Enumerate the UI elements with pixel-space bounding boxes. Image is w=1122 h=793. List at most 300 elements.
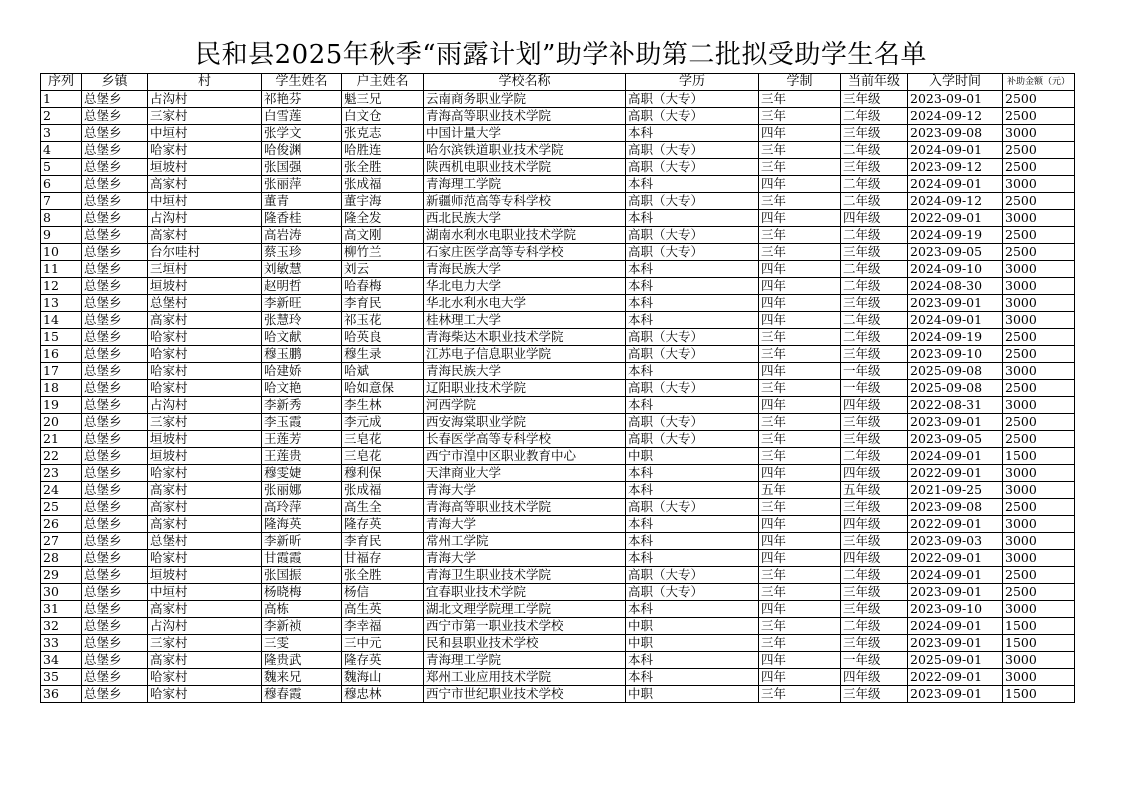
cell-enrollment-date: 2024-09-19: [908, 329, 1003, 346]
cell-enrollment-date: 2023-09-01: [908, 91, 1003, 108]
cell-index: 16: [41, 346, 82, 363]
cell-subsidy-amount: 3000: [1003, 550, 1075, 567]
cell-enrollment-date: 2021-09-25: [908, 482, 1003, 499]
cell-householder-name: 隆存英: [342, 652, 424, 669]
cell-school-name: 河西学院: [424, 397, 626, 414]
cell-township: 总堡乡: [82, 278, 148, 295]
cell-index: 30: [41, 584, 82, 601]
cell-student-name: 魏来兄: [262, 669, 342, 686]
cell-village: 台尔哇村: [148, 244, 262, 261]
cell-subsidy-amount: 3000: [1003, 516, 1075, 533]
cell-index: 29: [41, 567, 82, 584]
cell-index: 25: [41, 499, 82, 516]
cell-householder-name: 穆忠林: [342, 686, 424, 703]
cell-education-level: 中职: [626, 635, 759, 652]
cell-education-level: 本科: [626, 669, 759, 686]
cell-program-length: 三年: [759, 618, 841, 635]
cell-education-level: 中职: [626, 618, 759, 635]
cell-enrollment-date: 2023-09-10: [908, 346, 1003, 363]
cell-village: 高家村: [148, 312, 262, 329]
cell-village: 高家村: [148, 176, 262, 193]
cell-education-level: 本科: [626, 363, 759, 380]
cell-school-name: 湖南水利水电职业技术学院: [424, 227, 626, 244]
cell-enrollment-date: 2024-09-19: [908, 227, 1003, 244]
cell-index: 2: [41, 108, 82, 125]
cell-school-name: 青海民族大学: [424, 363, 626, 380]
cell-program-length: 四年: [759, 533, 841, 550]
cell-index: 5: [41, 159, 82, 176]
cell-school-name: 青海大学: [424, 482, 626, 499]
cell-current-grade: 三年级: [841, 499, 908, 516]
cell-current-grade: 三年级: [841, 125, 908, 142]
cell-village: 三家村: [148, 635, 262, 652]
document-title: 民和县2025年秋季“雨露计划”助学补助第二批拟受助学生名单: [195, 40, 927, 70]
cell-index: 31: [41, 601, 82, 618]
cell-program-length: 四年: [759, 312, 841, 329]
cell-program-length: 四年: [759, 397, 841, 414]
cell-enrollment-date: 2024-09-01: [908, 312, 1003, 329]
cell-village: 哈家村: [148, 329, 262, 346]
cell-education-level: 本科: [626, 533, 759, 550]
cell-program-length: 三年: [759, 244, 841, 261]
cell-index: 9: [41, 227, 82, 244]
cell-enrollment-date: 2024-09-01: [908, 176, 1003, 193]
cell-subsidy-amount: 2500: [1003, 142, 1075, 159]
table-row: [41, 618, 1075, 635]
table-row: [41, 193, 1075, 210]
cell-school-name: 西宁市湟中区职业教育中心: [424, 448, 626, 465]
cell-current-grade: 三年级: [841, 431, 908, 448]
cell-householder-name: 刘云: [342, 261, 424, 278]
cell-school-name: 华北水利水电大学: [424, 295, 626, 312]
cell-village: 高家村: [148, 601, 262, 618]
cell-education-level: 高职（大专）: [626, 567, 759, 584]
cell-index: 3: [41, 125, 82, 142]
cell-program-length: 三年: [759, 227, 841, 244]
cell-student-name: 白雪莲: [262, 108, 342, 125]
cell-householder-name: 祁玉花: [342, 312, 424, 329]
table-row: [41, 261, 1075, 278]
cell-enrollment-date: 2024-09-10: [908, 261, 1003, 278]
cell-education-level: 本科: [626, 125, 759, 142]
cell-enrollment-date: 2022-09-01: [908, 516, 1003, 533]
cell-enrollment-date: 2022-09-01: [908, 669, 1003, 686]
cell-township: 总堡乡: [82, 414, 148, 431]
cell-current-grade: 二年级: [841, 448, 908, 465]
cell-school-name: 西北民族大学: [424, 210, 626, 227]
col-header-village: 村: [148, 74, 262, 91]
cell-program-length: 三年: [759, 142, 841, 159]
cell-index: 7: [41, 193, 82, 210]
cell-enrollment-date: 2023-09-05: [908, 431, 1003, 448]
cell-program-length: 五年: [759, 482, 841, 499]
cell-township: 总堡乡: [82, 346, 148, 363]
cell-subsidy-amount: 2500: [1003, 431, 1075, 448]
cell-subsidy-amount: 3000: [1003, 125, 1075, 142]
table-row: [41, 686, 1075, 703]
cell-education-level: 高职（大专）: [626, 142, 759, 159]
cell-village: 占沟村: [148, 210, 262, 227]
cell-village: 三家村: [148, 414, 262, 431]
cell-education-level: 本科: [626, 295, 759, 312]
cell-subsidy-amount: 3000: [1003, 261, 1075, 278]
cell-education-level: 高职（大专）: [626, 159, 759, 176]
cell-householder-name: 张克志: [342, 125, 424, 142]
cell-education-level: 本科: [626, 278, 759, 295]
cell-subsidy-amount: 2500: [1003, 329, 1075, 346]
table-row: [41, 380, 1075, 397]
table-row: [41, 414, 1075, 431]
cell-student-name: 张国强: [262, 159, 342, 176]
cell-householder-name: 李育民: [342, 295, 424, 312]
cell-village: 垣坡村: [148, 159, 262, 176]
cell-program-length: 三年: [759, 329, 841, 346]
cell-householder-name: 张成福: [342, 482, 424, 499]
cell-index: 14: [41, 312, 82, 329]
cell-education-level: 高职（大专）: [626, 244, 759, 261]
table-row: [41, 533, 1075, 550]
cell-current-grade: 四年级: [841, 669, 908, 686]
cell-enrollment-date: 2025-09-08: [908, 380, 1003, 397]
cell-education-level: 本科: [626, 652, 759, 669]
col-header-current-grade: 当前年级: [841, 74, 908, 91]
cell-program-length: 三年: [759, 108, 841, 125]
cell-householder-name: 李生林: [342, 397, 424, 414]
table-row: [41, 465, 1075, 482]
cell-village: 哈家村: [148, 346, 262, 363]
cell-school-name: 新疆师范高等专科学校: [424, 193, 626, 210]
cell-current-grade: 二年级: [841, 142, 908, 159]
cell-village: 哈家村: [148, 465, 262, 482]
cell-program-length: 三年: [759, 448, 841, 465]
cell-subsidy-amount: 3000: [1003, 397, 1075, 414]
cell-subsidy-amount: 1500: [1003, 448, 1075, 465]
table-row: [41, 176, 1075, 193]
cell-index: 12: [41, 278, 82, 295]
cell-township: 总堡乡: [82, 125, 148, 142]
cell-current-grade: 一年级: [841, 363, 908, 380]
cell-enrollment-date: 2023-09-08: [908, 125, 1003, 142]
cell-student-name: 哈俊渊: [262, 142, 342, 159]
cell-index: 32: [41, 618, 82, 635]
cell-current-grade: 二年级: [841, 227, 908, 244]
cell-student-name: 王莲芳: [262, 431, 342, 448]
cell-township: 总堡乡: [82, 227, 148, 244]
cell-township: 总堡乡: [82, 601, 148, 618]
cell-education-level: 高职（大专）: [626, 499, 759, 516]
cell-householder-name: 三皂花: [342, 448, 424, 465]
cell-program-length: 三年: [759, 567, 841, 584]
cell-education-level: 高职（大专）: [626, 346, 759, 363]
table-row: [41, 159, 1075, 176]
cell-program-length: 四年: [759, 516, 841, 533]
cell-subsidy-amount: 3000: [1003, 176, 1075, 193]
cell-student-name: 高栋: [262, 601, 342, 618]
cell-index: 1: [41, 91, 82, 108]
cell-householder-name: 白文仓: [342, 108, 424, 125]
cell-student-name: 李新旺: [262, 295, 342, 312]
table-row: [41, 431, 1075, 448]
cell-village: 哈家村: [148, 550, 262, 567]
cell-index: 36: [41, 686, 82, 703]
cell-subsidy-amount: 2500: [1003, 108, 1075, 125]
cell-student-name: 李玉霞: [262, 414, 342, 431]
table-row: [41, 397, 1075, 414]
cell-student-name: 哈文献: [262, 329, 342, 346]
cell-township: 总堡乡: [82, 142, 148, 159]
cell-village: 哈家村: [148, 142, 262, 159]
cell-student-name: 甘霞霞: [262, 550, 342, 567]
cell-householder-name: 哈英良: [342, 329, 424, 346]
cell-index: 19: [41, 397, 82, 414]
cell-student-name: 三雯: [262, 635, 342, 652]
cell-student-name: 张国振: [262, 567, 342, 584]
table-row: [41, 516, 1075, 533]
cell-township: 总堡乡: [82, 176, 148, 193]
cell-enrollment-date: 2022-09-01: [908, 210, 1003, 227]
cell-education-level: 本科: [626, 210, 759, 227]
cell-student-name: 杨晓梅: [262, 584, 342, 601]
table-row: [41, 312, 1075, 329]
cell-school-name: 青海大学: [424, 550, 626, 567]
cell-township: 总堡乡: [82, 584, 148, 601]
cell-subsidy-amount: 3000: [1003, 482, 1075, 499]
cell-school-name: 江苏电子信息职业学院: [424, 346, 626, 363]
table-row: [41, 210, 1075, 227]
col-header-householder-name: 户主姓名: [342, 74, 424, 91]
cell-village: 高家村: [148, 482, 262, 499]
cell-student-name: 穆玉鹏: [262, 346, 342, 363]
cell-township: 总堡乡: [82, 482, 148, 499]
cell-township: 总堡乡: [82, 193, 148, 210]
cell-school-name: 青海高等职业技术学院: [424, 108, 626, 125]
cell-householder-name: 三皂花: [342, 431, 424, 448]
cell-subsidy-amount: 2500: [1003, 159, 1075, 176]
cell-education-level: 中职: [626, 448, 759, 465]
cell-student-name: 哈建娇: [262, 363, 342, 380]
table-row: [41, 108, 1075, 125]
cell-student-name: 高玲萍: [262, 499, 342, 516]
cell-householder-name: 高生全: [342, 499, 424, 516]
table-header-row: [41, 74, 1075, 91]
cell-program-length: 三年: [759, 346, 841, 363]
cell-education-level: 本科: [626, 550, 759, 567]
cell-school-name: 华北电力大学: [424, 278, 626, 295]
cell-program-length: 三年: [759, 380, 841, 397]
cell-index: 27: [41, 533, 82, 550]
table-row: [41, 244, 1075, 261]
cell-index: 4: [41, 142, 82, 159]
cell-current-grade: 二年级: [841, 193, 908, 210]
cell-student-name: 张慧玲: [262, 312, 342, 329]
cell-school-name: 西安海棠职业学院: [424, 414, 626, 431]
col-header-index: 序列: [41, 74, 82, 91]
cell-householder-name: 穆生录: [342, 346, 424, 363]
cell-householder-name: 魁三兄: [342, 91, 424, 108]
cell-householder-name: 甘福存: [342, 550, 424, 567]
cell-school-name: 湖北文理学院理工学院: [424, 601, 626, 618]
cell-education-level: 本科: [626, 465, 759, 482]
cell-subsidy-amount: 3000: [1003, 601, 1075, 618]
cell-current-grade: 三年级: [841, 601, 908, 618]
cell-student-name: 赵明哲: [262, 278, 342, 295]
table-row: [41, 652, 1075, 669]
cell-index: 8: [41, 210, 82, 227]
cell-village: 垣坡村: [148, 448, 262, 465]
cell-village: 中垣村: [148, 584, 262, 601]
cell-subsidy-amount: 2500: [1003, 91, 1075, 108]
cell-enrollment-date: 2025-09-08: [908, 363, 1003, 380]
cell-index: 10: [41, 244, 82, 261]
table-row: [41, 567, 1075, 584]
cell-student-name: 哈文艳: [262, 380, 342, 397]
cell-subsidy-amount: 3000: [1003, 465, 1075, 482]
cell-subsidy-amount: 3000: [1003, 295, 1075, 312]
cell-village: 垣坡村: [148, 278, 262, 295]
cell-education-level: 本科: [626, 176, 759, 193]
cell-school-name: 郑州工业应用技术学院: [424, 669, 626, 686]
cell-subsidy-amount: 2500: [1003, 584, 1075, 601]
cell-township: 总堡乡: [82, 533, 148, 550]
cell-education-level: 高职（大专）: [626, 584, 759, 601]
cell-householder-name: 李元成: [342, 414, 424, 431]
cell-township: 总堡乡: [82, 244, 148, 261]
cell-enrollment-date: 2023-09-01: [908, 584, 1003, 601]
cell-student-name: 张丽娜: [262, 482, 342, 499]
cell-enrollment-date: 2022-09-01: [908, 550, 1003, 567]
cell-current-grade: 三年级: [841, 635, 908, 652]
student-roster-table: [40, 73, 1075, 703]
cell-householder-name: 哈斌: [342, 363, 424, 380]
table-row: [41, 295, 1075, 312]
cell-village: 占沟村: [148, 397, 262, 414]
cell-student-name: 穆雯婕: [262, 465, 342, 482]
cell-subsidy-amount: 3000: [1003, 210, 1075, 227]
cell-current-grade: 五年级: [841, 482, 908, 499]
cell-enrollment-date: 2023-09-05: [908, 244, 1003, 261]
cell-education-level: 高职（大专）: [626, 380, 759, 397]
cell-school-name: 青海大学: [424, 516, 626, 533]
cell-village: 高家村: [148, 652, 262, 669]
cell-student-name: 张学文: [262, 125, 342, 142]
cell-township: 总堡乡: [82, 329, 148, 346]
cell-township: 总堡乡: [82, 669, 148, 686]
cell-village: 三垣村: [148, 261, 262, 278]
cell-education-level: 中职: [626, 686, 759, 703]
cell-index: 35: [41, 669, 82, 686]
cell-householder-name: 高文刚: [342, 227, 424, 244]
cell-school-name: 青海柴达木职业技术学院: [424, 329, 626, 346]
cell-current-grade: 二年级: [841, 618, 908, 635]
cell-enrollment-date: 2024-09-01: [908, 142, 1003, 159]
cell-current-grade: 三年级: [841, 159, 908, 176]
cell-subsidy-amount: 2500: [1003, 499, 1075, 516]
cell-student-name: 隆海英: [262, 516, 342, 533]
cell-school-name: 石家庄医学高等专科学校: [424, 244, 626, 261]
cell-current-grade: 一年级: [841, 652, 908, 669]
cell-current-grade: 二年级: [841, 329, 908, 346]
cell-township: 总堡乡: [82, 618, 148, 635]
cell-township: 总堡乡: [82, 550, 148, 567]
cell-school-name: 长春医学高等专科学校: [424, 431, 626, 448]
col-header-subsidy-amount: 补助金额（元）: [1003, 74, 1075, 91]
cell-village: 高家村: [148, 499, 262, 516]
table-row: [41, 601, 1075, 618]
cell-education-level: 本科: [626, 601, 759, 618]
cell-householder-name: 隆存英: [342, 516, 424, 533]
cell-subsidy-amount: 2500: [1003, 227, 1075, 244]
cell-enrollment-date: 2023-09-10: [908, 601, 1003, 618]
cell-program-length: 三年: [759, 91, 841, 108]
cell-school-name: 辽阳职业技术学院: [424, 380, 626, 397]
cell-student-name: 隆贵武: [262, 652, 342, 669]
cell-subsidy-amount: 3000: [1003, 652, 1075, 669]
table-row: [41, 635, 1075, 652]
cell-current-grade: 三年级: [841, 91, 908, 108]
cell-enrollment-date: 2024-09-01: [908, 618, 1003, 635]
cell-subsidy-amount: 3000: [1003, 669, 1075, 686]
cell-education-level: 高职（大专）: [626, 108, 759, 125]
col-header-education-level: 学历: [626, 74, 759, 91]
cell-householder-name: 隆全发: [342, 210, 424, 227]
cell-enrollment-date: 2022-08-31: [908, 397, 1003, 414]
cell-education-level: 高职（大专）: [626, 414, 759, 431]
cell-householder-name: 哈春梅: [342, 278, 424, 295]
cell-township: 总堡乡: [82, 312, 148, 329]
cell-township: 总堡乡: [82, 108, 148, 125]
cell-village: 高家村: [148, 227, 262, 244]
cell-current-grade: 二年级: [841, 176, 908, 193]
cell-village: 垣坡村: [148, 567, 262, 584]
cell-program-length: 三年: [759, 584, 841, 601]
cell-school-name: 宜春职业技术学院: [424, 584, 626, 601]
cell-subsidy-amount: 1500: [1003, 686, 1075, 703]
cell-school-name: 西宁市世纪职业技术学校: [424, 686, 626, 703]
cell-subsidy-amount: 3000: [1003, 533, 1075, 550]
cell-current-grade: 四年级: [841, 465, 908, 482]
cell-township: 总堡乡: [82, 363, 148, 380]
cell-student-name: 李新秀: [262, 397, 342, 414]
table-row: [41, 91, 1075, 108]
cell-current-grade: 四年级: [841, 516, 908, 533]
cell-school-name: 陕西机电职业技术学院: [424, 159, 626, 176]
cell-current-grade: 四年级: [841, 210, 908, 227]
cell-township: 总堡乡: [82, 499, 148, 516]
cell-school-name: 西宁市第一职业技术学校: [424, 618, 626, 635]
cell-township: 总堡乡: [82, 567, 148, 584]
cell-student-name: 刘敏慧: [262, 261, 342, 278]
cell-program-length: 三年: [759, 159, 841, 176]
cell-education-level: 高职（大专）: [626, 91, 759, 108]
cell-householder-name: 柳竹兰: [342, 244, 424, 261]
cell-householder-name: 高生英: [342, 601, 424, 618]
cell-education-level: 本科: [626, 482, 759, 499]
cell-current-grade: 二年级: [841, 108, 908, 125]
cell-householder-name: 张全胜: [342, 159, 424, 176]
cell-program-length: 四年: [759, 363, 841, 380]
cell-program-length: 三年: [759, 635, 841, 652]
table-row: [41, 125, 1075, 142]
cell-student-name: 董青: [262, 193, 342, 210]
cell-enrollment-date: 2023-09-08: [908, 499, 1003, 516]
cell-program-length: 四年: [759, 210, 841, 227]
cell-householder-name: 李幸福: [342, 618, 424, 635]
cell-program-length: 三年: [759, 414, 841, 431]
cell-student-name: 穆春霞: [262, 686, 342, 703]
cell-enrollment-date: 2023-09-01: [908, 295, 1003, 312]
cell-education-level: 本科: [626, 397, 759, 414]
cell-index: 21: [41, 431, 82, 448]
